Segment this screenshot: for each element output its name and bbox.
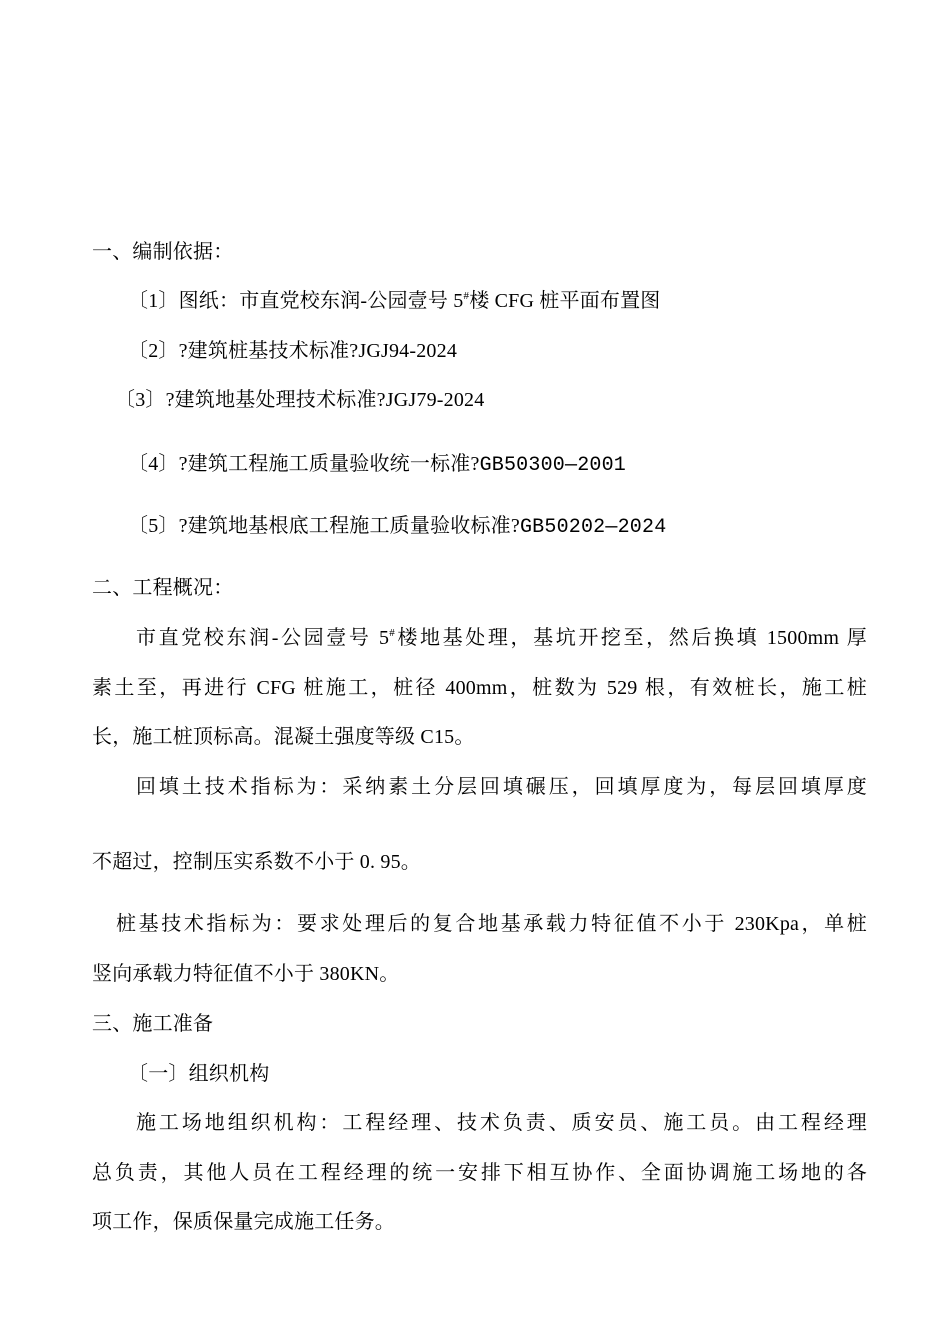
basis-item-label: 〔2〕 <box>128 340 179 362</box>
basis-item-4 <box>128 450 626 480</box>
text-span: 楼地基处理，基坑开挖至，然后换填 1500mm 厚 <box>394 627 867 649</box>
basis-item-code: GB50300—2001 <box>479 454 627 477</box>
basis-item-text: ?建筑桩基技术标准?JGJ94-2024 <box>178 340 458 362</box>
basis-item-1 <box>128 287 661 315</box>
preparation-para-line3: 项工作，保质保量完成施工任务。 <box>92 1211 395 1233</box>
section-heading-overview: 二、工程概况： <box>92 577 234 599</box>
basis-item-5 <box>128 512 666 542</box>
basis-item-text: ?建筑工程施工质量验收统一标准? <box>178 453 480 475</box>
basis-item-2 <box>128 337 457 365</box>
section-heading-basis: 一、编制依据： <box>92 241 234 263</box>
basis-item-code: GB50202—2024 <box>519 516 667 539</box>
basis-item-label: 〔3〕 <box>115 389 166 411</box>
basis-item-label: 〔1〕 <box>128 290 179 312</box>
overview-para2-line1: 回填土技术指标为：采纳素土分层回填碾压，回填厚度为，每层回填厚度 <box>136 776 867 798</box>
overview-para1-line1 <box>92 624 867 652</box>
text-span: 市直党校东润-公园壹号 5 <box>136 627 390 649</box>
section-heading-preparation: 三、施工准备 <box>92 1013 214 1035</box>
preparation-para-line1: 施工场地组织机构：工程经理、技术负责、质安员、施工员。由工程经理 <box>136 1112 867 1134</box>
basis-item-sup: # <box>463 290 470 302</box>
basis-item-text: 图纸：市直党校东润-公园壹号 5 <box>178 290 464 312</box>
basis-item-text: ?建筑地基处理技术标准?JGJ79-2024 <box>165 389 485 411</box>
basis-item-text-2: 楼 CFG 桩平面布置图 <box>469 290 661 312</box>
sup-mark: # <box>389 627 395 639</box>
overview-para3-line2: 竖向承载力特征值不小于 380KN。 <box>92 963 400 985</box>
overview-para1-line2: 素土至，再进行 CFG 桩施工，桩径 400mm，桩数为 529 根，有效桩长，施工桩 <box>92 677 867 699</box>
overview-para2-line2: 不超过，控制压实系数不小于 0. 95。 <box>92 851 421 873</box>
basis-item-text: ?建筑地基根底工程施工质量验收标准? <box>178 515 520 537</box>
subheading-organization: 〔一〕组织机构 <box>128 1063 270 1085</box>
basis-item-3 <box>115 386 484 414</box>
basis-item-label: 〔5〕 <box>128 515 179 537</box>
basis-item-label: 〔4〕 <box>128 453 179 475</box>
preparation-para-line2: 总负责，其他人员在工程经理的统一安排下相互协作、全面协调施工场地的各 <box>92 1162 867 1184</box>
overview-para3-line1: 桩基技术指标为：要求处理后的复合地基承载力特征值不小于 230Kpa，单桩 <box>116 913 867 935</box>
overview-para1-line3: 长，施工桩顶标高。混凝土强度等级 C15。 <box>92 726 475 748</box>
